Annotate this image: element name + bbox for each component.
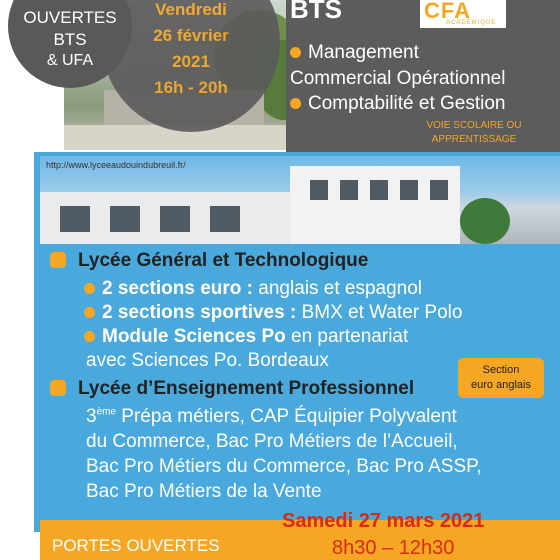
badge-line1: OUVERTES — [23, 8, 117, 27]
date-day: Vendredi — [155, 0, 227, 19]
school-url: http://www.lyceeaudouindubreuil.fr/ — [46, 160, 186, 170]
section-euro-badge — [458, 358, 544, 398]
item-sciences-po-line2: avec Sciences Po. Bordeaux — [86, 350, 329, 371]
pro-line2: du Commerce, Bac Pro Métiers de l’Accueil, — [86, 431, 458, 452]
bullet-icon — [84, 331, 95, 342]
item-sections-euro: 2 sections euro : anglais et espagnol — [84, 278, 422, 300]
bts-item-commercial: Commercial Opérationnel — [290, 68, 506, 89]
bullet-icon — [84, 283, 95, 294]
bts-item-management: Management — [290, 42, 419, 64]
portes-ouvertes-label: PORTES OUVERTES — [52, 536, 220, 555]
cfa-logo — [420, 0, 506, 28]
voie-line1: VOIE SCOLAIRE OU — [426, 120, 522, 131]
date-hours: 16h - 20h — [154, 78, 228, 97]
square-bullet-icon — [50, 380, 66, 396]
lycee-pro-heading: Lycée d’Enseignement Professionnel — [50, 378, 414, 400]
samedi-date: Samedi 27 mars 2021 — [282, 510, 485, 532]
badge-line2: BTS — [53, 30, 87, 49]
voie-line2: APPRENTISSAGE — [431, 134, 517, 145]
bullet-icon — [290, 98, 301, 109]
euro-badge-line2: euro anglais — [471, 379, 531, 391]
badge-line3: & UFA — [46, 52, 94, 69]
item-sciences-po: Module Sciences Po en partenariat — [84, 326, 408, 348]
date-date: 26 février — [153, 26, 229, 45]
pro-line1: 3ème Prépa métiers, CAP Équipier Polyvalent — [86, 406, 457, 427]
pro-line4: Bac Pro Métiers de la Vente — [86, 481, 322, 502]
bts-title: BTS — [290, 0, 342, 24]
bts-item-comptabilite: Comptabilité et Gestion — [290, 93, 506, 115]
samedi-hours: 8h30 – 12h30 — [332, 537, 455, 559]
bullet-icon — [84, 307, 95, 318]
cfa-logo-sub: ACADÉMIQUE — [446, 20, 497, 26]
pro-line3: Bac Pro Métiers du Commerce, Bac Pro ASSP, — [86, 456, 482, 477]
bullet-icon — [290, 47, 301, 58]
euro-badge-line1: Section — [482, 364, 520, 376]
square-bullet-icon — [50, 252, 66, 268]
date-year: 2021 — [172, 52, 210, 71]
lycee-general-heading: Lycée Général et Technologique — [50, 250, 368, 272]
cfa-logo-letters: CFA — [424, 0, 471, 23]
item-sections-sportives: 2 sections sportives : BMX et Water Polo — [84, 302, 462, 324]
